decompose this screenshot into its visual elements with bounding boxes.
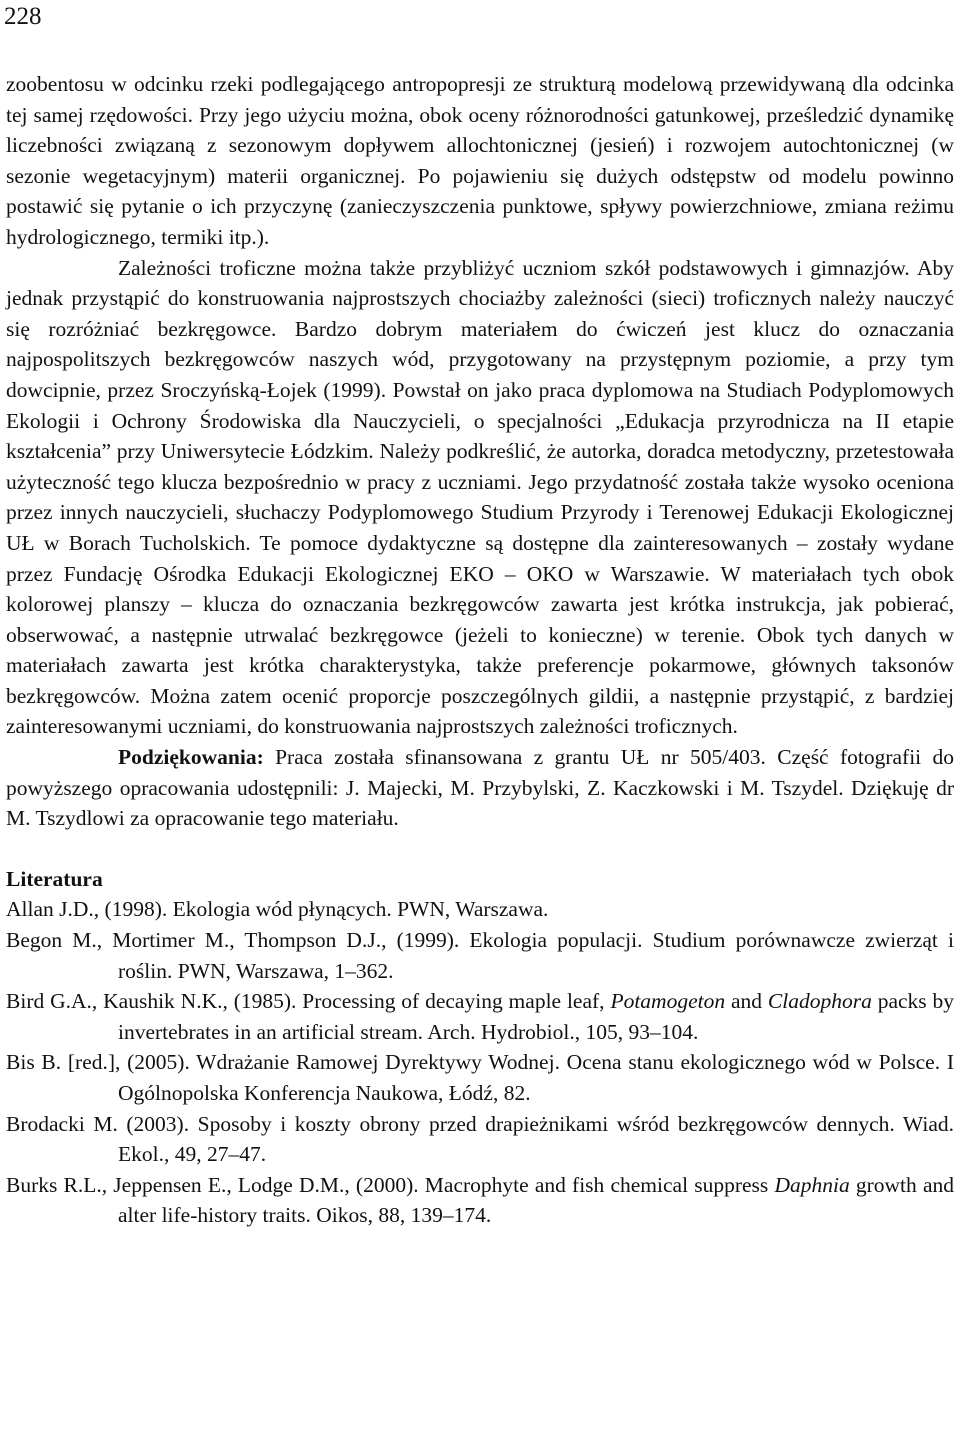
reference-italic-taxon: Potamogeton — [610, 989, 726, 1014]
page-number: 228 — [4, 3, 42, 30]
body-paragraph-1: zoobentosu w odcinku rzeki podlegającego antropopresji ze strukturą modelową przewidywaną dla odcinka tej samej rzędowości. Przy jego użyciu można, obok oceny różnorodności gatunkowej, prześledzić dynamikę liczebności związaną z sezonowym dopływem allochtonicznej (jesień) i rozwojem autochtonicznej (w sezonie wegetacyjnym) materii organicznej. Po pojawieniu się dużych odstępstw od modelu powinno postawić się pytanie o ich przyczynę (zanieczyszczenia punktowe, spływy powierzchniowe, zmiana reżimu hydrologicznego, termiki itp.). — [6, 72, 954, 249]
reference-italic-taxon: Daphnia — [774, 1172, 850, 1197]
reference-item — [6, 894, 954, 925]
acknowledgement-label: Podziękowania: — [118, 745, 264, 770]
reference-list — [6, 894, 954, 1231]
reference-text: Burks R.L., Jeppensen E., Lodge D.M., (2000). Macrophyte and fish chemical suppress — [6, 1172, 775, 1197]
reference-italic-taxon: Cladophora — [767, 989, 872, 1014]
reference-text: packs by invertebrates in an artificial stream. Arch. Hydrobiol., 105, 93–104. — [118, 989, 955, 1044]
reference-text: and — [725, 989, 768, 1014]
reference-item — [6, 1109, 954, 1170]
reference-item — [6, 1170, 954, 1231]
literature-heading: Literatura — [6, 866, 103, 891]
acknowledgement-text: Praca została sfinansowana z grantu UŁ nr 505/403. Część fotografii do powyższego opracowania udostępnili: J. Majecki, M. Przybylski, Z. Kaczkowski i M. Tszydel. Dziękuję dr M. Tszydlowi za opracowanie tego materiału. — [6, 745, 954, 831]
reference-item — [6, 1047, 954, 1108]
reference-item — [6, 925, 954, 986]
reference-text: Brodacki M. (2003). Sposoby i koszty obrony przed drapieżnikami wśród bezkręgowców dennych. Wiad. Ekol., 49, 27–47. — [6, 1111, 954, 1167]
acknowledgement-paragraph — [6, 742, 954, 834]
reference-text: Bis B. [red.], (2005). Wdrażanie Ramowej Dyrektywy Wodnej. Ocena stanu ekologicznego wód w Polsce. I Ogólnopolska Konferencja Naukowa, Łódź, 82. — [6, 1050, 954, 1105]
reference-text: growth and alter life-history traits. Oikos, 88, 139–174. — [118, 1172, 954, 1228]
reference-text: Allan J.D., (1998). Ekologia wód płynących. PWN, Warszawa. — [6, 897, 549, 922]
reference-text: Begon M., Mortimer M., Thompson D.J., (1999). Ekologia populacji. Studium porównawcze zwierząt i roślin. PWN, Warszawa, 1–362. — [6, 928, 954, 983]
body-paragraph-2: Zależności troficzne można także przybliżyć uczniom szkół podstawowych i gimnazjów. Aby jednak przystąpić do konstruowania najprostszych chociażby zależności (sieci) troficznych należy nauczyć się rozróżniać bezkręgowce. Bardzo dobrym materiałem do ćwiczeń jest klucz do oznaczania najpospolitszych bezkręgowców naszych wód, przygotowany na przystępnym poziomie, a przy tym dowcipnie, przez Sroczyńską-Łojek (1999). Powstał on jako praca dyplomowa na Studiach Podyplomowych Ekologii i Ochrony Środowiska dla Nauczycieli, o specjalności „Edukacja przyrodnicza na II etapie kształcenia” przy Uniwersytecie Łódzkim. Należy podkreślić, że autorka, doradca metodyczny, przetestowała użyteczność tego klucza bezpośrednio w pracy z uczniami. Jego przydatność została także wysoko oceniona przez innych nauczycieli, słuchaczy Podyplomowego Studium Przyrody i Terenowej Edukacji Ekologicznej UŁ w Borach Tucholskich. Te pomoce dydaktyczne są dostępne dla zainteresowanych – zostały wydane przez Fundację Ośrodka Edukacji Ekologicznej EKO – OKO w Warszawie. W materiałach tych obok kolorowej planszy – klucza do oznaczania bezkręgowców zawarta jest krótka instrukcja, jak pobierać, obserwować, a następnie utrwalać bezkręgowce (jeżeli to konieczne) w terenie. Obok tych danych w materiałach zawarta jest krótka charakterystyka, także preferencje pokarmowe, głównych taksonów bezkręgowców. Można zatem ocenić proporcje poszczególnych gildii, a następnie przystąpić, z bardziej zainteresowanymi uczniami, do konstruowania najprostszych zależności troficznych. — [6, 255, 954, 739]
page-content — [6, 69, 954, 1231]
reference-text: Bird G.A., Kaushik N.K., (1985). Processing of decaying maple leaf, — [6, 989, 611, 1014]
reference-item — [6, 986, 954, 1047]
